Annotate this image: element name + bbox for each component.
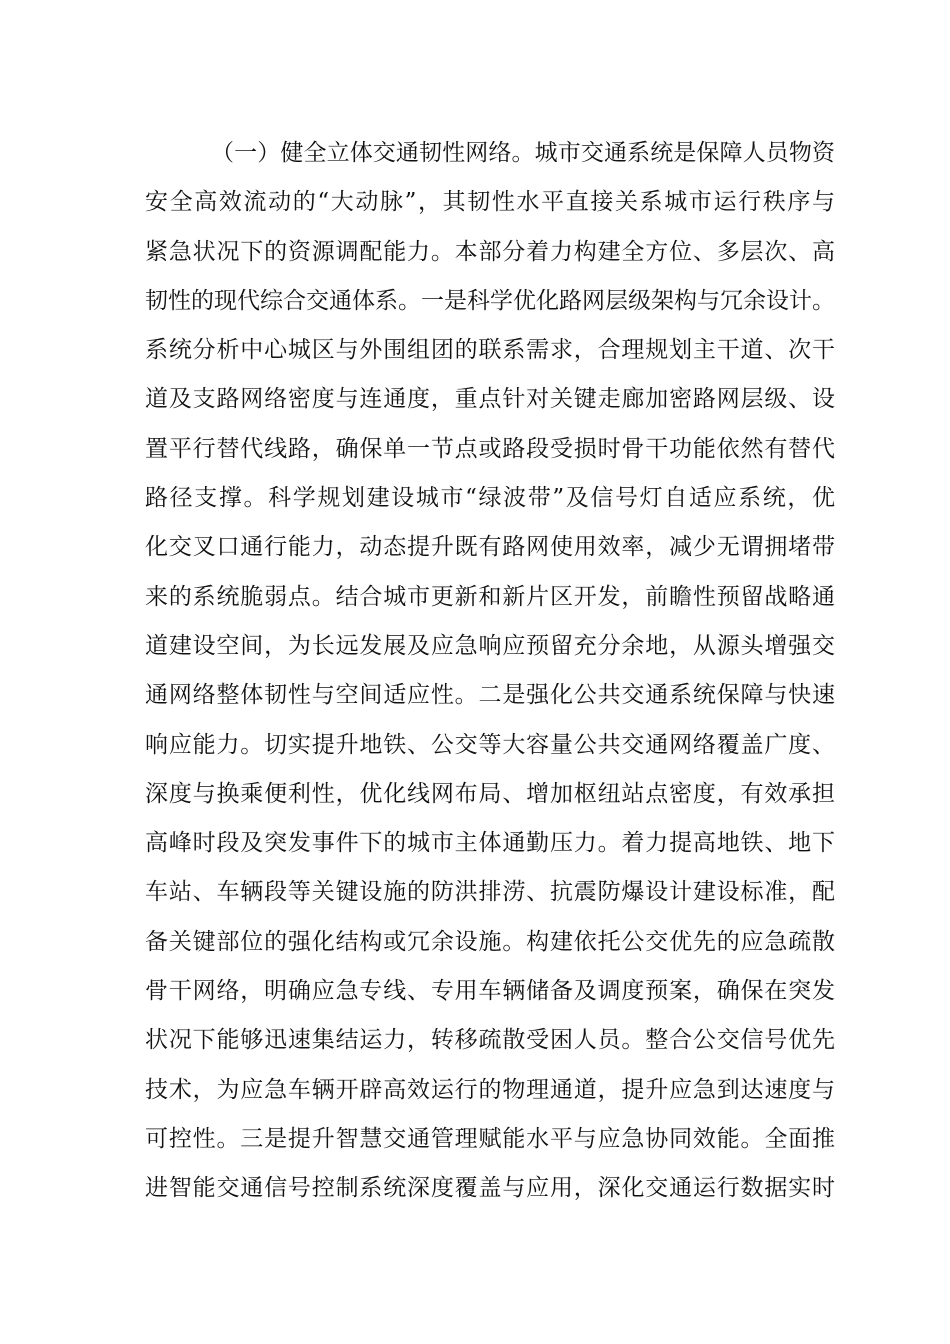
- text-line: 高峰时段及突发事件下的城市主体通勤压力。着力提高地铁、地下: [145, 830, 835, 857]
- text-line: 韧性的现代综合交通体系。一是科学优化路网层级架构与冗余设计。: [145, 287, 835, 314]
- text-line: 进智能交通信号控制系统深度覆盖与应用，深化交通运行数据实时: [145, 1175, 835, 1202]
- text-line: 置平行替代线路，确保单一节点或路段受损时骨干功能依然有替代: [145, 435, 835, 462]
- text-line: 系统分析中心城区与外围组团的联系需求，合理规划主干道、次干: [145, 337, 835, 364]
- text-line: 安全高效流动的“大动脉”，其韧性水平直接关系城市运行秩序与: [145, 189, 835, 216]
- text-line: 路径支撑。科学规划建设城市“绿波带”及信号灯自适应系统，优: [145, 485, 835, 512]
- text-line: 化交叉口通行能力，动态提升既有路网使用效率，减少无谓拥堵带: [145, 534, 835, 561]
- text-line: 技术，为应急车辆开辟高效运行的物理通道，提升应急到达速度与: [145, 1076, 835, 1103]
- text-line: 响应能力。切实提升地铁、公交等大容量公共交通网络覆盖广度、: [145, 731, 835, 758]
- text-line: 紧急状况下的资源调配能力。本部分着力构建全方位、多层次、高: [145, 238, 835, 265]
- text-line: 来的系统脆弱点。结合城市更新和新片区开发，前瞻性预留战略通: [145, 583, 835, 610]
- body-paragraph: [145, 131, 835, 1216]
- text-line: 道建设空间，为长远发展及应急响应预留充分余地，从源头增强交: [145, 632, 835, 659]
- text-line: 深度与换乘便利性，优化线网布局、增加枢纽站点密度，有效承担: [145, 780, 835, 807]
- text-line: 可控性。三是提升智慧交通管理赋能水平与应急协同效能。全面推: [145, 1125, 835, 1152]
- text-line: 道及支路网络密度与连通度，重点针对关键走廊加密路网层级、设: [145, 386, 835, 413]
- text-line: 备关键部位的强化结构或冗余设施。构建依托公交优先的应急疏散: [145, 928, 835, 955]
- text-line: 通网络整体韧性与空间适应性。二是强化公共交通系统保障与快速: [145, 682, 835, 709]
- text-line: （一）健全立体交通韧性网络。城市交通系统是保障人员物资: [211, 140, 835, 166]
- text-line: 骨干网络，明确应急专线、专用车辆储备及调度预案，确保在突发: [145, 978, 835, 1005]
- text-line: 车站、车辆段等关键设施的防洪排涝、抗震防爆设计建设标准，配: [145, 879, 835, 906]
- text-line: 状况下能够迅速集结运力，转移疏散受困人员。整合公交信号优先: [145, 1027, 835, 1054]
